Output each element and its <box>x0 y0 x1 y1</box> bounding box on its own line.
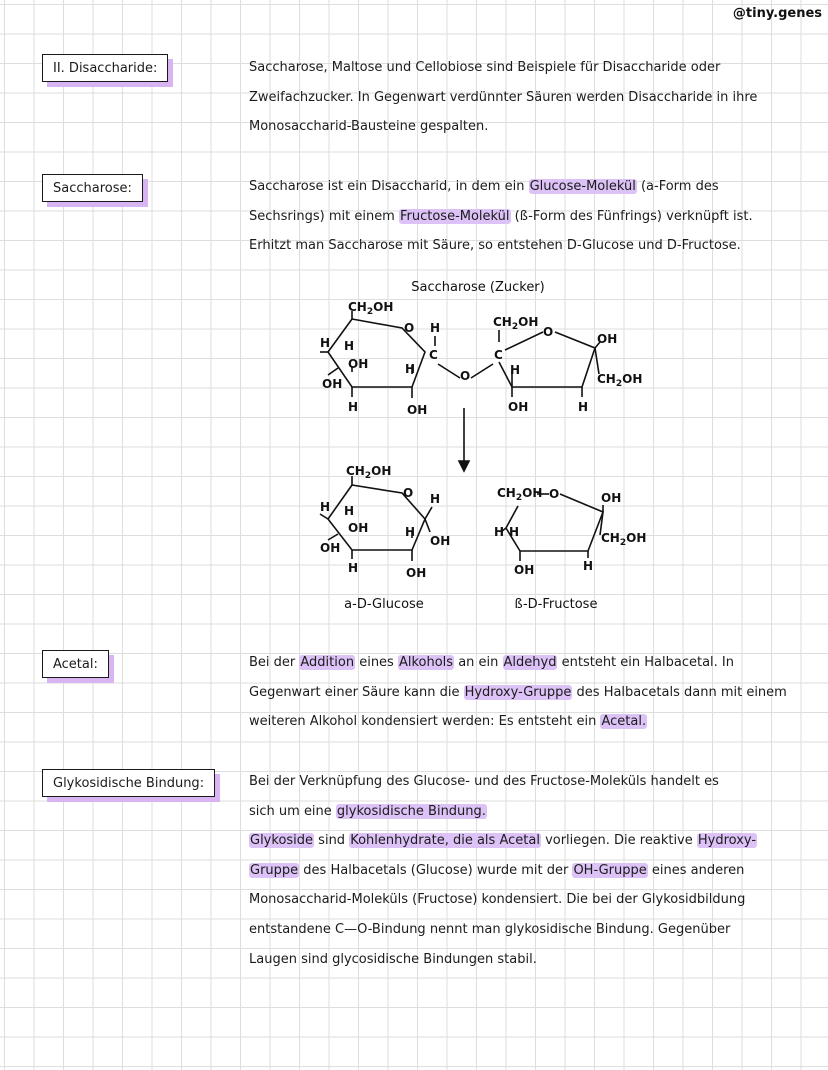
saccharose-glucose-ring <box>320 300 440 417</box>
atom-ch2oh: $CH_2OH$ <box>348 300 394 317</box>
atom-ring-oxygen: O <box>543 325 554 339</box>
text-line: Saccharose, Maltose und Cellobiose sind Beispiele für Disaccharide oder <box>249 60 721 75</box>
atom-oh: OH <box>348 521 369 535</box>
text-run: vorliegen. Die reaktive <box>540 833 697 849</box>
atom-ch2oh: $CH_2OH$ <box>597 372 643 389</box>
author-handle: @tiny.genes <box>732 6 822 21</box>
bond <box>425 519 430 532</box>
text-run: Bei der <box>249 655 300 670</box>
text-line: Monosaccharid-Moleküls (Fructose) kondensiert. Die bei der Glykosidbildung <box>249 892 746 908</box>
atom-oh: OH <box>430 534 451 548</box>
atom-h: H <box>405 525 416 539</box>
atom-ch2oh: $CH_2OH$ <box>493 315 539 332</box>
glycosidic-bond <box>438 364 460 378</box>
atom-ch2oh: $CH_2OH$ <box>497 486 543 503</box>
text-run: des Halbacetals dann mit einem <box>572 684 787 700</box>
atom-bridge-oxygen: O <box>460 369 471 383</box>
atom-ring-oxygen: O <box>549 487 560 501</box>
atom-h: H <box>510 363 521 377</box>
bond <box>595 348 599 374</box>
atom-h: H <box>348 561 359 575</box>
bond <box>425 507 432 519</box>
atom-ch2oh: $CH_2OH$ <box>346 464 392 481</box>
atom-oh: OH <box>597 332 618 346</box>
atom-oh: OH <box>320 541 341 555</box>
atom-oh: OH <box>514 563 535 577</box>
atom-h: H <box>348 400 359 414</box>
text-run: (a-Form des <box>636 179 719 194</box>
atom-h: H <box>405 362 416 376</box>
text-run: Saccharose ist ein Disaccharid, in dem ein <box>249 179 529 194</box>
text-run: Sechsrings) mit einem <box>249 208 399 224</box>
highlight-glucose-molecule: Glucose-Molekül <box>529 179 636 194</box>
text-line <box>249 202 809 232</box>
glycosidic-bond <box>471 364 493 378</box>
atom-h: H <box>494 525 505 539</box>
diagram-title: Saccharose (Zucker) <box>411 280 545 295</box>
text-run: (ß-Form des Fünfrings) verknüpft ist. <box>510 208 753 224</box>
text-line <box>249 648 809 678</box>
highlight-kohlenhydrate: Kohlenhydrate, die als Acetal <box>350 833 540 849</box>
text-line <box>249 707 809 737</box>
text-run: Gegenwart einer Säure kann die <box>249 684 464 700</box>
label-glykosidische-bindung: Glykosidische Bindung: <box>42 769 215 797</box>
highlight-fructose-molecule: Fructose-Molekül <box>399 208 510 224</box>
text-line: Laugen sind glycosidische Bindungen stabil. <box>249 951 537 967</box>
highlight-oh-gruppe: OH-Gruppe <box>573 862 647 878</box>
text-run: weiteren Alkohol kondensiert werden: Es entsteht ein <box>249 714 601 730</box>
text-line: Monosaccharid-Bausteine gespalten. <box>249 119 489 135</box>
saccharose-structure-diagram <box>300 270 680 620</box>
atom-h: H <box>344 339 355 353</box>
highlight-aldehyd: Aldehyd <box>503 655 557 670</box>
text-line: Erhitzt man Saccharose mit Säure, so entstehen D-Glucose und D-Fructose. <box>249 238 741 254</box>
text-disaccharide <box>249 53 809 142</box>
atom-oh: OH <box>406 566 427 580</box>
text-acetal <box>249 648 809 737</box>
atom-ch2oh: $CH_2OH$ <box>601 531 647 548</box>
ring-bond <box>499 332 595 387</box>
highlight-acetal: Acetal. <box>601 714 647 730</box>
caption-alpha-d-glucose: a-D-Glucose <box>344 597 424 612</box>
highlight-alkohols: Alkohols <box>398 655 454 670</box>
atom-oh: OH <box>322 377 343 391</box>
bond <box>320 514 328 519</box>
atom-h: H <box>583 559 594 573</box>
text-line <box>249 856 809 886</box>
ring-bond <box>505 332 543 350</box>
text-run: des Halbacetals (Glucose) wurde mit der <box>299 862 573 878</box>
highlight-hydroxy: Hydroxy- <box>697 833 757 849</box>
bond <box>328 534 338 540</box>
text-glykosidische-bindung <box>249 767 809 974</box>
atom-oh: OH <box>508 400 529 414</box>
highlight-glykoside: Glykoside <box>250 833 314 849</box>
text-run: entsteht ein Halbacetal. In <box>557 655 734 670</box>
atom-ring-oxygen: O <box>403 486 414 500</box>
bond <box>328 368 338 375</box>
atom-h: H <box>430 492 441 506</box>
label-acetal: Acetal: <box>42 650 109 678</box>
atom-ring-oxygen: O <box>404 321 415 335</box>
caption-beta-d-fructose: ß-D-Fructose <box>514 597 598 612</box>
atom-h: H <box>320 336 331 350</box>
text-line: Zweifachzucker. In Gegenwart verdünnter Säuren werden Disaccharide in ihre <box>249 89 758 105</box>
atom-h: H <box>320 500 331 514</box>
highlight-hydroxy-gruppe: Hydroxy-Gruppe <box>464 684 572 700</box>
text-saccharose <box>249 172 809 261</box>
atom-oh: OH <box>601 491 622 505</box>
text-line: entstandene C—O-Bindung nennt man glykosidische Bindung. Gegenüber <box>249 921 731 937</box>
highlight-gruppe: Gruppe <box>250 862 299 878</box>
text-run: sind <box>314 833 350 849</box>
atom-h: H <box>578 400 589 414</box>
atom-oh: OH <box>407 403 428 417</box>
atom-c: C <box>494 348 503 362</box>
label-disaccharide: II. Disaccharide: <box>42 54 168 82</box>
atom-oh: OH <box>348 357 369 371</box>
beta-d-fructose-structure <box>494 486 646 577</box>
text-run: sich um eine <box>249 803 336 819</box>
text-line <box>249 172 809 202</box>
text-line: Bei der Verknüpfung des Glucose- und des Fructose-Moleküls handelt es <box>249 774 719 789</box>
atom-h: H <box>509 525 520 539</box>
highlight-glykosidische-bindung: glykosidische Bindung. <box>336 803 486 819</box>
atom-h: H <box>344 504 355 518</box>
highlight-addition: Addition <box>300 655 355 670</box>
saccharose-fructose-ring <box>493 315 642 414</box>
atom-c: C <box>429 348 438 362</box>
text-run: eines anderen <box>647 862 745 878</box>
atom-h: H <box>430 321 441 335</box>
reaction-arrow-head <box>459 461 469 471</box>
label-saccharose: Saccharose: <box>42 174 143 202</box>
text-line <box>249 678 809 708</box>
text-line <box>249 797 809 827</box>
alpha-d-glucose-structure <box>320 464 450 580</box>
text-run: eines <box>355 655 398 670</box>
text-line <box>249 826 809 856</box>
text-run: an ein <box>454 655 503 670</box>
